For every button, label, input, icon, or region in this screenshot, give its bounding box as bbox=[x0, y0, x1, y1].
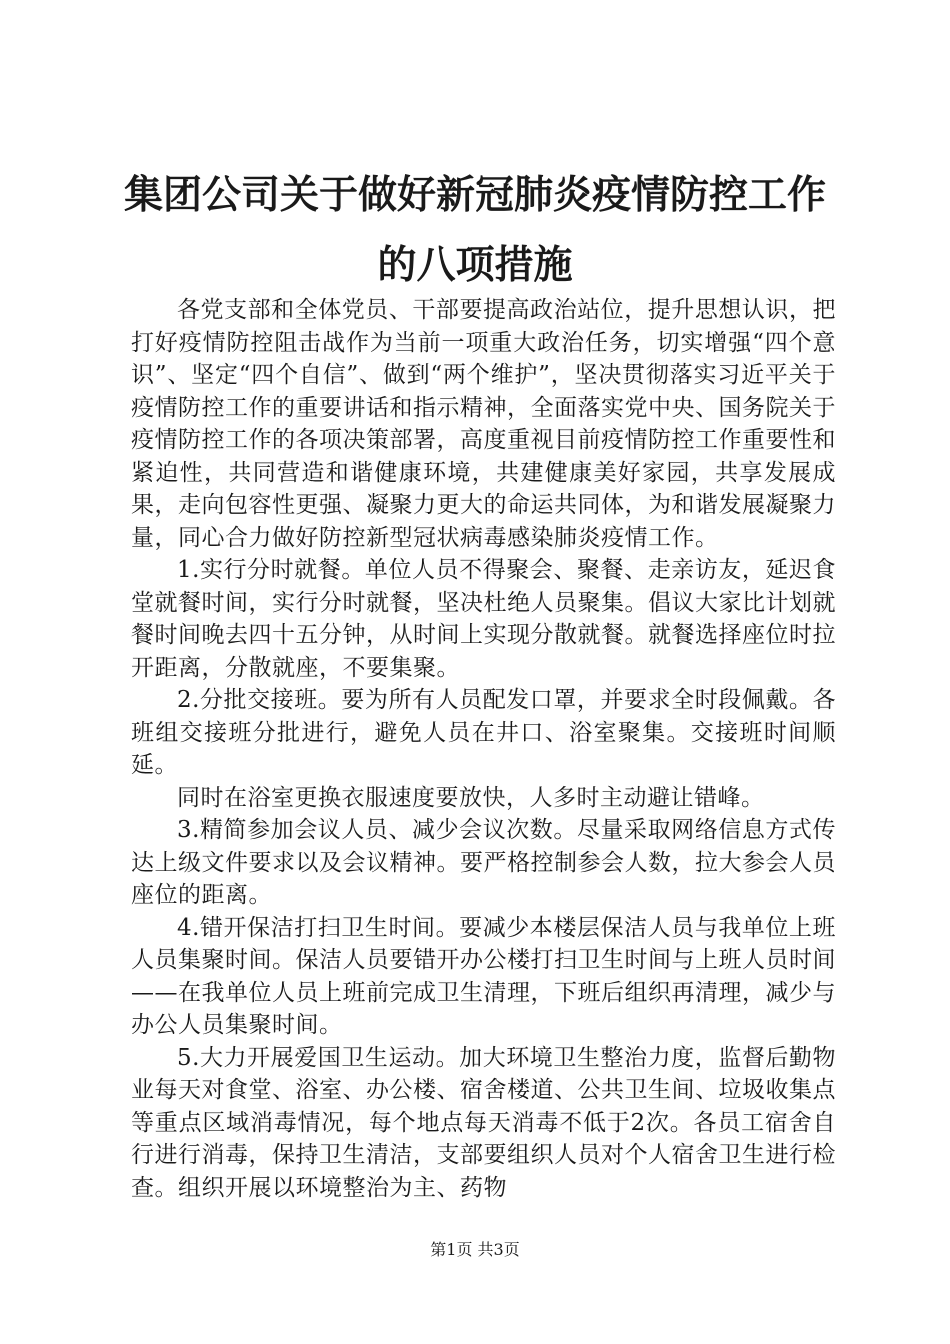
paragraph-measure-3: 3.精简参加会议人员、减少会议次数。尽量采取网络信息方式传达上级文件要求以及会议精神。要严格控制参会人数，拉大参会人员座位的距离。 bbox=[131, 817, 836, 908]
paragraph-intro: 各党支部和全体党员、干部要提高政治站位，提升思想认识，把打好疫情防控阻击战作为当前一项重大政治任务，切实增强“四个意识”、坚定“四个自信”、做到“两个维护”，坚决贯彻落实习近平关于疫情防控工作的重要讲话和指示精神，全面落实党中央、国务院关于疫情防控工作的各项决策部署，高度重视目前疫情防控工作重要性和紧迫性，共同营造和谐健康环境，共建健康美好家园，共享发展成果，走向包容性更强、凝聚力更大的命运共同体，为和谐发展凝聚力量，同心合力做好防控新型冠状病毒感染肺炎疫情工作。 bbox=[131, 297, 836, 551]
document-title: 集团公司关于做好新冠肺炎疫情防控工作的八项措施 bbox=[123, 172, 826, 288]
document-body bbox=[131, 294, 836, 1204]
page-footer: 第1页 共3页 bbox=[430, 1240, 520, 1259]
paragraph-measure-4: 4.错开保洁打扫卫生时间。要减少本楼层保洁人员与我单位上班人员集聚时间。保洁人员要错开办公楼打扫卫生时间与上班人员时间——在我单位人员上班前完成卫生清理，下班后组织再清理，减少与办公人员集聚时间。 bbox=[131, 914, 836, 1038]
paragraph-measure-2-note: 同时在浴室更换衣服速度要放快，人多时主动避让错峰。 bbox=[177, 784, 765, 811]
paragraph-measure-1: 1.实行分时就餐。单位人员不得聚会、聚餐、走亲访友，延迟食堂就餐时间，实行分时就餐，坚决杜绝人员聚集。倡议大家比计划就餐时间晚去四十五分钟，从时间上实现分散就餐。就餐选择座位时拉开距离，分散就座，不要集聚。 bbox=[131, 557, 836, 681]
paragraph-measure-5: 5.大力开展爱国卫生运动。加大环境卫生整治力度，监督后勤物业每天对食堂、浴室、办公楼、宿舍楼道、公共卫生间、垃圾收集点等重点区域消毒情况，每个地点每天消毒不低于2次。各员工宿舍自行进行消毒，保持卫生清洁，支部要组织人员对个人宿舍卫生进行检查。组织开展以环境整治为主、药物 bbox=[131, 1044, 836, 1201]
paragraph-measure-2: 2.分批交接班。要为所有人员配发口罩，并要求全时段佩戴。各班组交接班分批进行，避免人员在井口、浴室聚集。交接班时间顺延。 bbox=[131, 687, 836, 778]
